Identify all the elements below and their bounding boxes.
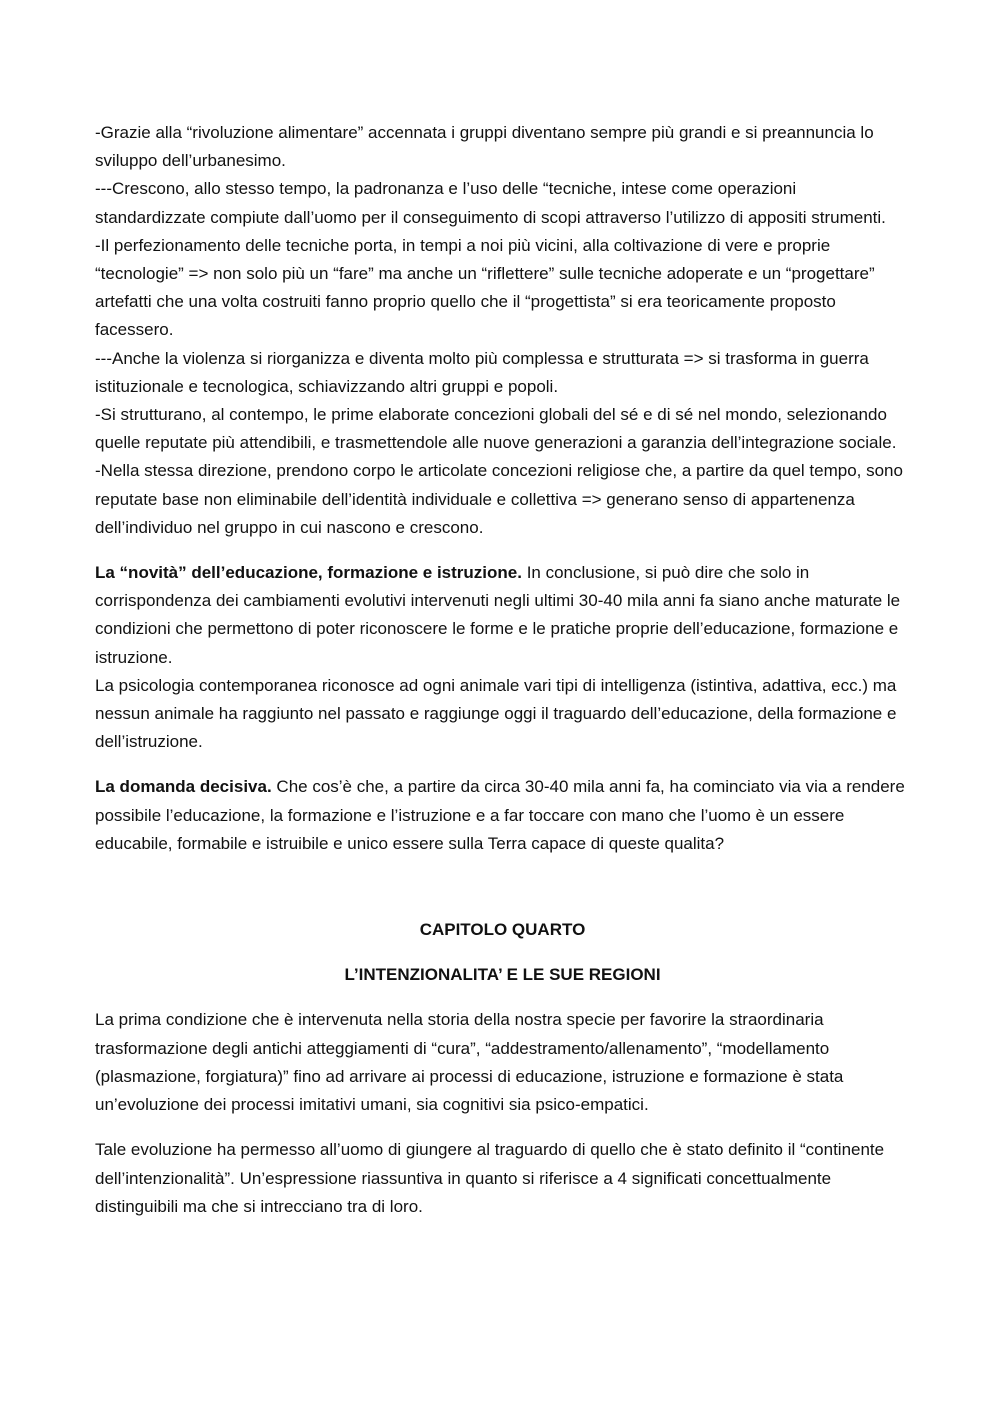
novita-text: In conclusione, si può dire che solo in corrispondenza dei cambiamenti evolutivi intervenuti negli ultimi 30-40 mila anni fa siano anche maturate le condizioni che permettono di poter riconoscere le forme e le pratiche proprie dell’educazione, formazione e istruzione. <box>95 563 901 667</box>
chapter-paragraph-1: La prima condizione che è intervenuta nella storia della nostra specie per favorire la straordinaria trasformazione degli antichi atteggiamenti di “cura”, “addestramento/allenamento”, “modellamento (plasmazione, forgiatura)” fino ad arrivare ai processi di educazione, istruzione e formazione è stata un’evoluzione dei processi imitativi umani, sia cognitivi sia psico-empatici. <box>95 1010 844 1115</box>
bullet-violenza: ---Anche la violenza si riorganizza e diventa molto più complessa e strutturata => si trasforma in guerra istituzionale e tecnologica, schiavizzando altri gruppi e popoli. <box>95 348 869 396</box>
bullet-urbanesimo: -Grazie alla “rivoluzione alimentare” accennata i gruppi diventano sempre più grandi e si preannuncia lo sviluppo dell’urbanesimo. <box>95 123 874 171</box>
bullet-concezioni-globali: -Si strutturano, al contempo, le prime elaborate concezioni globali del sé e di sé nel mondo, selezionando quelle reputate più attendibili, e trasmettendole alle nuove generazioni a garanzia dell’integrazione sociale. <box>95 405 897 453</box>
bullet-tecniche: ---Crescono, allo stesso tempo, la padronanza e l’uso delle “tecniche, intese come operazioni standardizzate compiute dall’uomo per il conseguimento di scopi attraverso l’utilizzo di appositi strumenti. <box>95 179 886 227</box>
bullet-concezioni-religiose: -Nella stessa direzione, prendono corpo le articolate concezioni religiose che, a partire da quel tempo, sono reputate base non eliminabile dell’identità individuale e collettiva => generano senso di appartenenza dell’individuo nel gruppo in cui nascono e crescono. <box>95 461 903 537</box>
section-domanda <box>95 773 910 858</box>
domanda-paragraph <box>95 773 910 858</box>
domanda-heading: La domanda decisiva. <box>95 777 272 797</box>
novita-heading: La “novità” dell’educazione, formazione e istruzione. <box>95 563 522 583</box>
section-novita <box>95 559 910 756</box>
chapter-paragraph-2: Tale evoluzione ha permesso all’uomo di giungere al traguardo di quello che è stato definito il “continente dell’intenzionalità”. Un’espressione riassuntiva in quanto si riferisce a 4 significati concettualmente distinguibili ma che si intrecciano tra di loro. <box>95 1140 885 1216</box>
domanda-text: Che cos’è che, a partire da circa 30-40 mila anni fa, ha cominciato via via a rendere possibile l’educazione, la formazione e l’istruzione e a far toccare con mano che l’uomo è un essere educabile, formabile e istruibile e unico essere sulla Terra capace di queste qualita? <box>95 777 905 853</box>
document-page <box>95 119 910 1221</box>
novita-paragraph <box>95 559 910 672</box>
chapter-title: CAPITOLO QUARTO <box>419 920 586 940</box>
intro-bullets <box>95 119 910 542</box>
bullet-tecnologie: -Il perfezionamento delle tecniche porta, in tempi a noi più vicini, alla coltivazione di vere e proprie “tecnologie” => non solo più un “fare” ma anche un “riflettere” sulle tecniche adoperate e un “progettare” artefatti che una volta costruiti fanno proprio quello che il “progettista” si era teoricamente proposto facessero. <box>95 235 875 340</box>
novita-paragraph-2: La psicologia contemporanea riconosce ad ogni animale vari tipi di intelligenza (istintiva, adattiva, ecc.) ma nessun animale ha raggiunto nel passato e raggiunge oggi il traguardo dell’educazione, della formazione e dell’istruzione. <box>95 675 897 752</box>
chapter-subtitle: L’INTENZIONALITA’ E LE SUE REGIONI <box>344 965 661 985</box>
